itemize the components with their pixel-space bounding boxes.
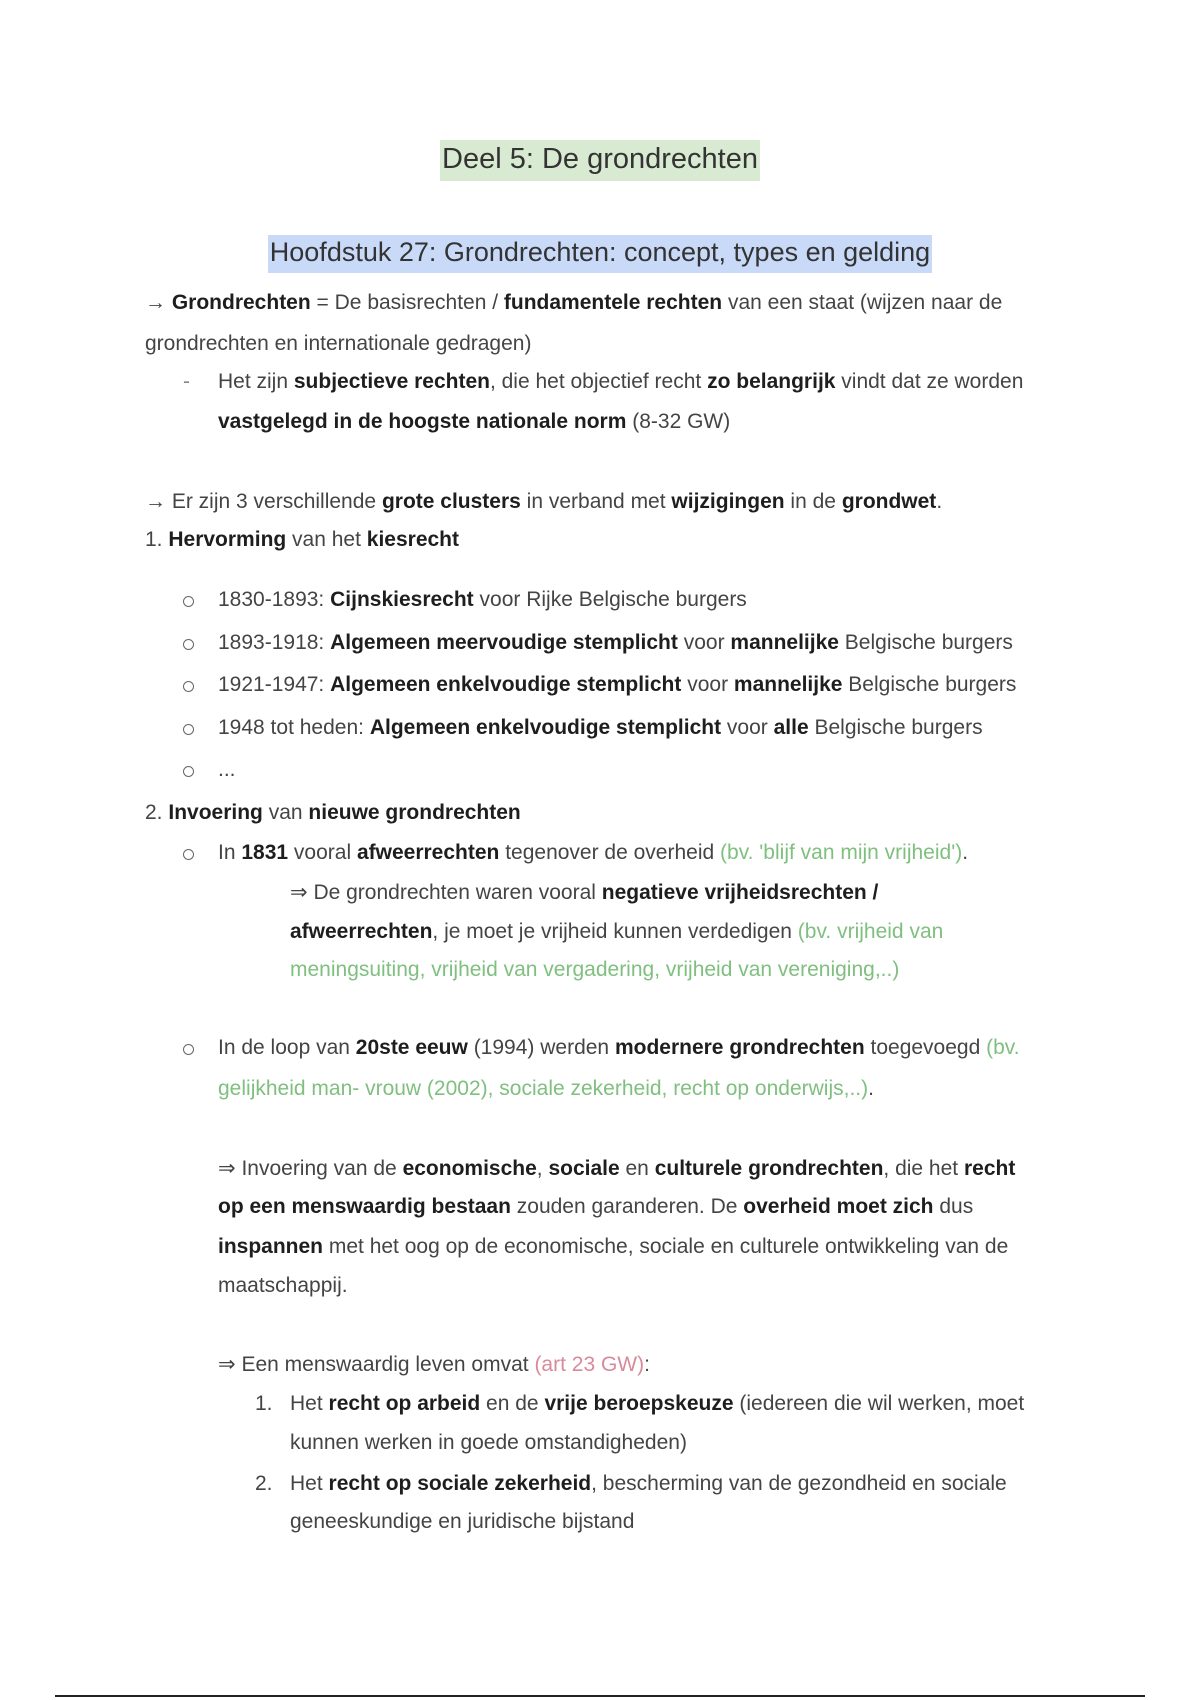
- implies-arrow-icon: ⇒: [290, 881, 308, 904]
- list-item: 1948 tot heden: Algemeen enkelvoudige stemplicht voor alle Belgische burgers: [218, 716, 983, 739]
- circle-bullet-icon: [183, 596, 194, 607]
- section-2-item-2-line-1: In de loop van 20ste eeuw (1994) werden modernere grondrechten toegevoegd (bv.: [218, 1036, 1020, 1059]
- page-bottom-rule: [55, 1695, 1145, 1697]
- chapter-heading: Hoofdstuk 27: Grondrechten: concept, types en gelding: [0, 237, 1200, 268]
- intro-line-1: → Grondrechten = De basisrechten / fundamentele rechten van een staat (wijzen naar de: [145, 291, 1003, 314]
- intro-sub-line-1: Het zijn subjectieve rechten, die het objectief recht zo belangrijk vindt dat ze worden: [218, 370, 1024, 393]
- section-2-item-2-line-2: gelijkheid man- vrouw (2002), sociale zekerheid, recht op onderwijs,..).: [218, 1077, 874, 1100]
- circle-bullet-icon: [183, 849, 194, 860]
- section-1-heading: 1. Hervorming van het kiesrecht: [145, 528, 460, 551]
- numbered-item-line-1: Het recht op arbeid en de vrije beroepskeuze (iedereen die wil werken, moet: [290, 1392, 1025, 1415]
- intro-line-2: grondrechten en internationale gedragen): [145, 332, 532, 355]
- circle-bullet-icon: [183, 639, 194, 650]
- numbered-item-line-2: geneeskundige en juridische bijstand: [290, 1510, 635, 1533]
- section-2-item-1: In 1831 vooral afweerrechten tegenover de overheid (bv. 'blijf van mijn vrijheid').: [218, 841, 969, 864]
- implies-arrow-icon: ⇒: [218, 1353, 236, 1376]
- paragraph-1-line-3: inspannen met het oog op de economische, sociale en culturele ontwikkeling van de: [218, 1235, 1009, 1258]
- section-2-heading: 2. Invoering van nieuwe grondrechten: [145, 801, 521, 824]
- implies-arrow-icon: ⇒: [218, 1157, 236, 1180]
- document-title: Deel 5: De grondrechten: [0, 143, 1200, 176]
- list-item: 1893-1918: Algemeen meervoudige stemplicht voor mannelijke Belgische burgers: [218, 631, 1013, 654]
- numbered-item-number: 1.: [255, 1392, 273, 1415]
- arrow-icon: →: [145, 490, 166, 513]
- circle-bullet-icon: [183, 681, 194, 692]
- section-2-item-1-sub-line-1: ⇒ De grondrechten waren vooral negatieve vrijheidsrechten /: [290, 881, 879, 904]
- list-item: 1830-1893: Cijnskiesrecht voor Rijke Belgische burgers: [218, 588, 747, 611]
- clusters-line: → Er zijn 3 verschillende grote clusters in verband met wijzigingen in de grondwet.: [145, 490, 943, 513]
- numbered-item-line-1: Het recht op sociale zekerheid, bescherming van de gezondheid en sociale: [290, 1472, 1007, 1495]
- paragraph-1-line-4: maatschappij.: [218, 1274, 348, 1297]
- circle-bullet-icon: [183, 724, 194, 735]
- intro-sub-line-2: vastgelegd in de hoogste nationale norm (8-32 GW): [218, 410, 731, 433]
- circle-bullet-icon: [183, 766, 194, 777]
- section-2-item-1-sub-line-3: meningsuiting, vrijheid van vergadering, vrijheid van vereniging,..): [290, 958, 900, 981]
- arrow-icon: →: [145, 291, 166, 314]
- circle-bullet-icon: [183, 1044, 194, 1055]
- dash-bullet: -: [183, 370, 190, 393]
- paragraph-1-line-1: ⇒ Invoering van de economische, sociale en culturele grondrechten, die het recht: [218, 1157, 1016, 1180]
- section-2-item-1-sub-line-2: afweerrechten, je moet je vrijheid kunnen verdedigen (bv. vrijheid van: [290, 920, 944, 943]
- numbered-item-number: 2.: [255, 1472, 273, 1495]
- numbered-item-line-2: kunnen werken in goede omstandigheden): [290, 1431, 687, 1454]
- paragraph-2-line: ⇒ Een menswaardig leven omvat (art 23 GW):: [218, 1353, 650, 1376]
- paragraph-1-line-2: op een menswaardig bestaan zouden garanderen. De overheid moet zich dus: [218, 1195, 974, 1218]
- list-item: 1921-1947: Algemeen enkelvoudige stemplicht voor mannelijke Belgische burgers: [218, 673, 1017, 696]
- list-item-ellipsis: ...: [218, 758, 236, 781]
